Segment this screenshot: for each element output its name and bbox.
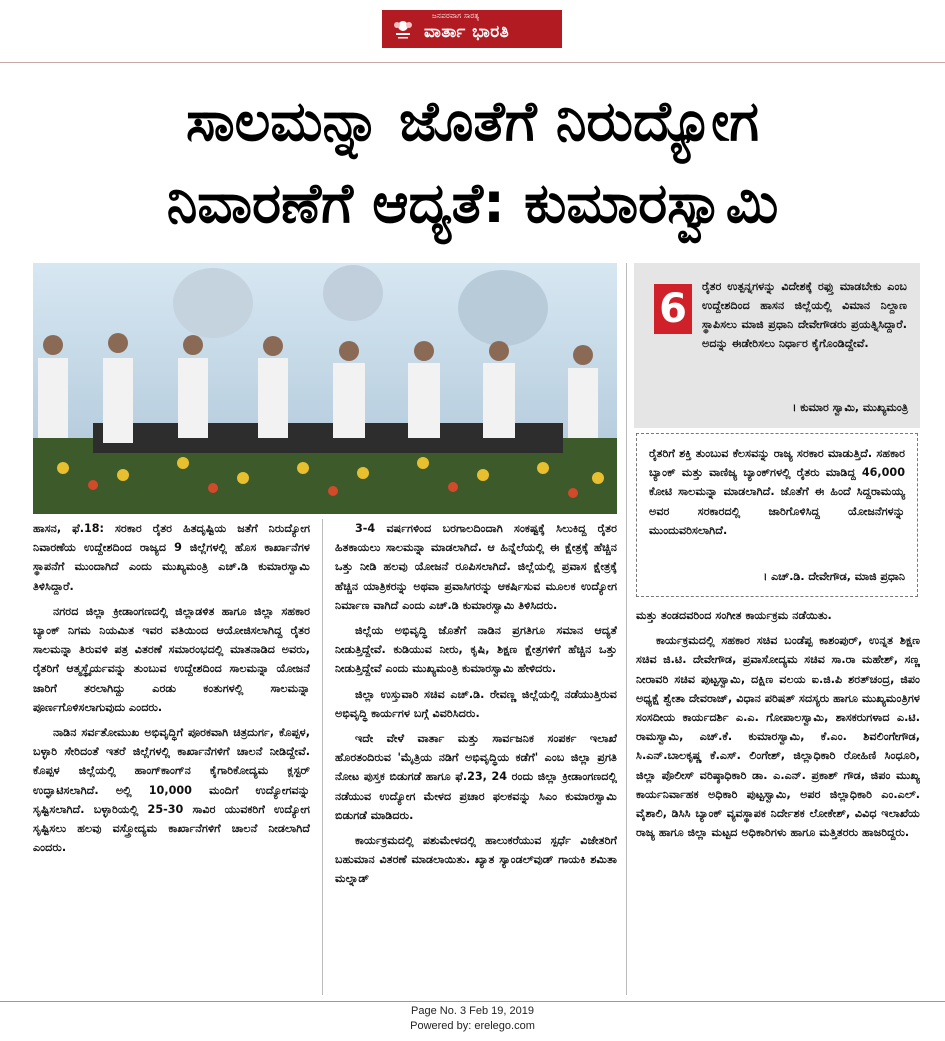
pull-quote-text: ರೈತರಿಗೆ ಶಕ್ತಿ ತುಂಬುವ ಕೆಲಸವನ್ನು ರಾಜ್ಯ ಸರಕಾರ ಮಾಡುತ್ತಿದೆ. ಸಹಕಾರ ಬ್ಯಾಂಕ್ ಮತ್ತು ವಾಣಿಜ್ಯ ಬ್ಯಾಂಕ್‌ಗಳಲ್ಲಿ ರೈತರು ಮಾಡಿದ್ದ 46,000 ಕೋಟಿ ಸಾಲಮನ್ನಾ ಮಾಡಲಾಗಿದೆ. ಜೊತೆಗೆ ಈ ಹಿಂದೆ ಸಿದ್ದರಾಮಯ್ಯ ಅವರ ಸರಕಾರದಲ್ಲಿ ಜಾರಿಗೊಳಿಸಿದ್ದ ಯೋಜನೆಗಳನ್ನು ಮುಂದುವರಿಸಲಾಗಿದೆ.	[649, 447, 905, 537]
headline-line-2: ನಿವಾರಣೆಗೆ ಆದ್ಯತೆ: ಕುಮಾರಸ್ವಾಮಿ	[166, 171, 779, 235]
headline-line-1: ಸಾಲಮನ್ನಾ ಜೊತೆಗೆ ನಿರುದ್ಯೋಗ	[185, 89, 759, 153]
powered-by: Powered by: erelego.com	[410, 1020, 535, 1032]
masthead-brand: ವಾರ್ತಾ ಭಾರತಿ	[424, 22, 510, 42]
event-photo	[33, 263, 617, 514]
article-column-2	[335, 519, 617, 995]
page-info: Page No. 3 Feb 19, 2019	[411, 1005, 534, 1017]
quote-number-badge: 6	[654, 284, 692, 334]
paragraph: ನಾಡಿನ ಸರ್ವತೋಮುಖ ಅಭಿವೃದ್ಧಿಗೆ ಪೂರಕವಾಗಿ ಚಿತ್ರದುರ್ಗ, ಕೊಪ್ಪಳ, ಬಳ್ಳಾರಿ ಸೇರಿದಂತೆ ಇತರೆ ಜಿಲ್ಲೆಗಳಲ್ಲಿ ಕಾರ್ಖಾನೆಗಳಿಗೆ ಚಾಲನೆ ನೀಡಿದ್ದೇವೆ. ಕೊಪ್ಪಳ ಜಿಲ್ಲೆಯಲ್ಲಿ ಹಾಂಗ್‌ಕಾಂಗ್‌ನ ಕೈಗಾರಿಕೋದ್ಯಮ ಕ್ಲಸ್ಟರ್ ಉದ್ಘಾಟಿಸಲಾಗಿದೆ. ಅಲ್ಲಿ 10,000 ಮಂದಿಗೆ ಉದ್ಯೋಗವನ್ನು ಸೃಷ್ಟಿಸಲಾಗಿದೆ. ಬಳ್ಳಾರಿಯಲ್ಲಿ 25-30 ಸಾವಿರ ಯುವಕರಿಗೆ ಉದ್ಯೋಗ ಸೃಷ್ಟಿಸಲು ಹಲವು ವಸ್ತ್ರೋದ್ಯಮ ಕಾರ್ಖಾನೆಗಳಿಗೆ ಚಾಲನೆ ನೀಡಲಾಗಿದೆ ಎಂದರು.	[33, 726, 310, 855]
paragraph: ನಗರದ ಜಿಲ್ಲಾ ಕ್ರೀಡಾಂಗಣದಲ್ಲಿ ಜಿಲ್ಲಾಡಳಿತ ಹಾಗೂ ಜಿಲ್ಲಾ ಸಹಕಾರ ಬ್ಯಾಂಕ್ ನಿಗಮ ನಿಯಮಿತ ಇವರ ವತಿಯಿಂದ ಆಯೋಜಿಸಲಾಗಿದ್ದ ರೈತರ ಸಾಲಮನ್ನಾ ತಿರುವಳಿ ಪತ್ರ ವಿತರಣೆ ಸಮಾರಂಭದಲ್ಲಿ ಮಾತನಾಡಿದ ಅವರು, ರೈತರಿಗೆ ಆತ್ಮಸ್ಥೈರ್ಯವನ್ನು ತುಂಬುವ ಉದ್ದೇಶದಿಂದ ಸಾಲಮನ್ನಾ ಯೋಜನೆ ಜಾರಿಗೆ ತರಲಾಗಿದ್ದು ಎರಡು ಕಂತುಗಳಲ್ಲಿ ಸಾಲಮನ್ನಾ ಪೂರ್ಣಗೊಳಿಸಲಾಗುವುದು ಎಂದರು.	[33, 604, 310, 714]
pull-quote-credit: । ಕುಮಾರ ಸ್ವಾಮಿ, ಮುಖ್ಯಮಂತ್ರಿ	[792, 401, 908, 414]
paragraph: ಮತ್ತು ತಂಡದವರಿಂದ ಸಂಗೀತ ಕಾರ್ಯಕ್ರಮ ನಡೆಯಿತು.	[636, 609, 832, 622]
pull-quote-cm	[634, 263, 920, 428]
paragraph: ಜಿಲ್ಲೆಯ ಅಭಿವೃದ್ಧಿ ಜೊತೆಗೆ ನಾಡಿನ ಪ್ರಗತಿಗೂ ಸಮಾನ ಆದ್ಯತೆ ನೀಡುತ್ತಿದ್ದೇವೆ. ಕುಡಿಯುವ ನೀರು, ಕೃಷಿ, ಶಿಕ್ಷಣ ಕ್ಷೇತ್ರಗಳಿಗೆ ಹೆಚ್ಚಿನ ಒತ್ತು ನೀಡುತ್ತಿದ್ದೇವೆ ಎಂದು ಮುಖ್ಯಮಂತ್ರಿ ಕುಮಾರಸ್ವಾಮಿ ಹೇಳಿದರು.	[335, 624, 617, 676]
paragraph: ಕಾರ್ಯಕ್ರಮದಲ್ಲಿ ಪಶುಮೇಳದಲ್ಲಿ ಹಾಲುಕರೆಯುವ ಸ್ಪರ್ಧೆ ವಿಜೇತರಿಗೆ ಬಹುಮಾನ ವಿತರಣೆ ಮಾಡಲಾಯಿತು. ಖ್ಯಾತ ಸ್ಯಾಂಡಲ್‌ವುಡ್ ಗಾಯಕಿ ಶಮಿತಾ ಮಲ್ನಾಡ್	[335, 834, 617, 886]
paragraph: ಇದೇ ವೇಳೆ ವಾರ್ತಾ ಮತ್ತು ಸಾರ್ವಜನಿಕ ಸಂಪರ್ಕ ಇಲಾಖೆ ಹೊರತಂದಿರುವ 'ಮೈತ್ರಿಯ ನಡಿಗೆ ಅಭಿವೃದ್ಧಿಯ ಕಡೆಗೆ' ಎಂಬ ಜಿಲ್ಲಾ ಪ್ರಗತಿ ನೋಟ ಪುಸ್ತಕ ಬಿಡುಗಡೆ ಹಾಗೂ ಫೆ.23, 24 ರಂದು ಜಿಲ್ಲಾ ಕ್ರೀಡಾಂಗಣದಲ್ಲಿ ನಡೆಯುವ ಉದ್ಯೋಗ ಮೇಳದ ಪ್ರಚಾರ ಫಲಕವನ್ನು ಸಿಎಂ ಕುಮಾರಸ್ವಾಮಿ ಬಿಡುಗಡೆ ಮಾಡಿದರು.	[335, 732, 617, 822]
pull-quote-former-pm	[636, 433, 918, 597]
pull-quote-text: ರೈತರ ಉತ್ಪನ್ನಗಳನ್ನು ವಿದೇಶಕ್ಕೆ ರಫ್ತು ಮಾಡಬೇಕು ಎಂಬ ಉದ್ದೇಶದಿಂದ ಹಾಸನ ಜಿಲ್ಲೆಯಲ್ಲಿ ವಿಮಾನ ನಿಲ್ದಾಣ ಸ್ಥಾಪಿಸಲು ಮಾಜಿ ಪ್ರಧಾನಿ ದೇವೇಗೌಡರು ಪ್ರಯತ್ನಿಸಿದ್ದಾರೆ. ಅದನ್ನು ಈಡೇರಿಸಲು ನಿರ್ಧಾರ ಕೈಗೊಂಡಿದ್ದೇವೆ.	[702, 280, 907, 350]
article-column-1	[33, 519, 310, 995]
lotus-icon	[388, 16, 418, 42]
paragraph: ಕಾರ್ಯಕ್ರಮದಲ್ಲಿ ಸಹಕಾರ ಸಚಿವ ಬಂಡೆಪ್ಪ ಕಾಶಂಪುರ್, ಉನ್ನತ ಶಿಕ್ಷಣ ಸಚಿವ ಜಿ.ಟಿ. ದೇವೇಗೌಡ, ಪ್ರವಾಸೋದ್ಯಮ ಸಚಿವ ಸಾ.ರಾ ಮಹೇಶ್, ಸಣ್ಣ ನೀರಾವರಿ ಸಚಿವ ಪುಟ್ಟಸ್ವಾಮಿ, ದಕ್ಷಿಣ ವಲಯ ಐ.ಜಿ.ಪಿ ಶರತ್‌ಚಂದ್ರ, ಜಿಪಂ ಅಧ್ಯಕ್ಷೆ ಶ್ವೇತಾ ದೇವರಾಜ್, ವಿಧಾನ ಪರಿಷತ್ ಸದಸ್ಯರು ಹಾಗೂ ಮುಖ್ಯಮಂತ್ರಿಗಳ ಸಂಸದೀಯ ಕಾರ್ಯದರ್ಶಿ ಎ.ಎ. ಗೋಪಾಲಸ್ವಾಮಿ, ಶಾಸಕರುಗಳಾದ ಎ.ಟಿ. ರಾಮಸ್ವಾಮಿ, ಎಚ್.ಕೆ. ಕುಮಾರಸ್ವಾಮಿ, ಕೆ.ಎಂ. ಶಿವಲಿಂಗೇಗೌಡ, ಸಿ.ಎನ್.ಬಾಲಕೃಷ್ಣ ಕೆ.ಎಸ್. ಲಿಂಗೇಶ್, ಜಿಲ್ಲಾಧಿಕಾರಿ ರೋಹಿಣಿ ಸಿಂಧೂರಿ, ಜಿಲ್ಲಾ ಪೊಲೀಸ್ ವರಿಷ್ಠಾಧಿಕಾರಿ ಡಾ. ಎ.ಎನ್. ಪ್ರಕಾಶ್ ಗೌಡ, ಜಿಪಂ ಮುಖ್ಯ ಕಾರ್ಯನಿರ್ವಾಹಕ ಅಧಿಕಾರಿ ಪುಟ್ಟಸ್ವಾಮಿ, ಅಪರ ಜಿಲ್ಲಾಧಿಕಾರಿ ಎಂ.ಎಲ್. ವೈಶಾಲಿ, ಡಿಸಿಸಿ ಬ್ಯಾಂಕ್ ವ್ಯವಸ್ಥಾಪಕ ನಿರ್ದೇಶಕ ಲೋಕೇಶ್, ವಿವಿಧ ಇಲಾಖೆಯ ರಾಜ್ಯ ಹಾಗೂ ಜಿಲ್ಲಾ ಮಟ್ಟದ ಅಧಿಕಾರಿಗಳು ಹಾಗೂ ಮತ್ತಿತರರು ಹಾಜರಿದ್ದರು.	[636, 634, 920, 840]
footer-divider	[0, 1001, 945, 1002]
masthead-divider	[0, 62, 945, 63]
stage-photo-illustration	[33, 263, 617, 514]
paragraph: 3-4 ವರ್ಷಗಳಿಂದ ಬರಗಾಲದಿಂದಾಗಿ ಸಂಕಷ್ಟಕ್ಕೆ ಸಿಲುಕಿದ್ದ ರೈತರ ಹಿತಕಾಯಲು ಸಾಲಮನ್ನಾ ಮಾಡಲಾಗಿದೆ. ಆ ಹಿನ್ನೆಲೆಯಲ್ಲಿ ಈ ಕ್ಷೇತ್ರಕ್ಕೆ ಹೆಚ್ಚಿನ ಒತ್ತು ನೀಡಿ ಹಲವು ಯೋಜನೆ ರೂಪಿಸಲಾಗಿದೆ. ಜಿಲ್ಲೆಯಲ್ಲಿ ಪ್ರವಾಸ ಕ್ಷೇತ್ರಕ್ಕೆ ಹೆಚ್ಚಿನ ಯಾತ್ರಿಕರನ್ನು ಅಥವಾ ಪ್ರವಾಸಿಗರನ್ನು ಆಕರ್ಷಿಸುವ ಮೂಲಕ ಉದ್ಯೋಗ ನಿರ್ಮಾಣ ವಾಗಿದೆ ಎಂದು ಎಚ್.ಡಿ ಕುಮಾರಸ್ವಾಮಿ ತಿಳಿಸಿದರು.	[335, 522, 617, 612]
column-divider	[322, 519, 323, 995]
article-column-3	[636, 606, 920, 995]
pull-quote-credit: । ಎಚ್.ಡಿ. ದೇವೇಗೌಡ, ಮಾಜಿ ಪ್ರಧಾನಿ	[763, 570, 905, 583]
paragraph: ಹಾಸನ, ಫೆ.18: ಸರಕಾರ ರೈತರ ಹಿತದೃಷ್ಟಿಯ ಜತೆಗೆ ನಿರುದ್ಯೋಗ ನಿವಾರಣೆಯ ಉದ್ದೇಶದಿಂದ ರಾಜ್ಯದ 9 ಜಿಲ್ಲೆಗಳಲ್ಲಿ ಹೊಸ ಕಾರ್ಖಾನೆಗಳ ಸ್ಥಾಪನೆಗೆ ಮುಂದಾಗಿದೆ ಎಂದು ಮುಖ್ಯಮಂತ್ರಿ ಎಚ್.ಡಿ ಕುಮಾರಸ್ವಾಮಿ ತಿಳಿಸಿದ್ದಾರೆ.	[33, 522, 310, 593]
masthead-logo	[382, 10, 562, 48]
column-divider	[626, 263, 627, 995]
paragraph: ಜಿಲ್ಲಾ ಉಸ್ತುವಾರಿ ಸಚಿವ ಎಚ್.ಡಿ. ರೇವಣ್ಣ ಜಿಲ್ಲೆಯಲ್ಲಿ ನಡೆಯುತ್ತಿರುವ ಅಭಿವೃದ್ಧಿ ಕಾರ್ಯಗಳ ಬಗ್ಗೆ ವಿವರಿಸಿದರು.	[335, 687, 617, 720]
masthead-tagline: ಜನಪರವಾಗ ಸಾರತ್ಯ	[432, 12, 480, 20]
